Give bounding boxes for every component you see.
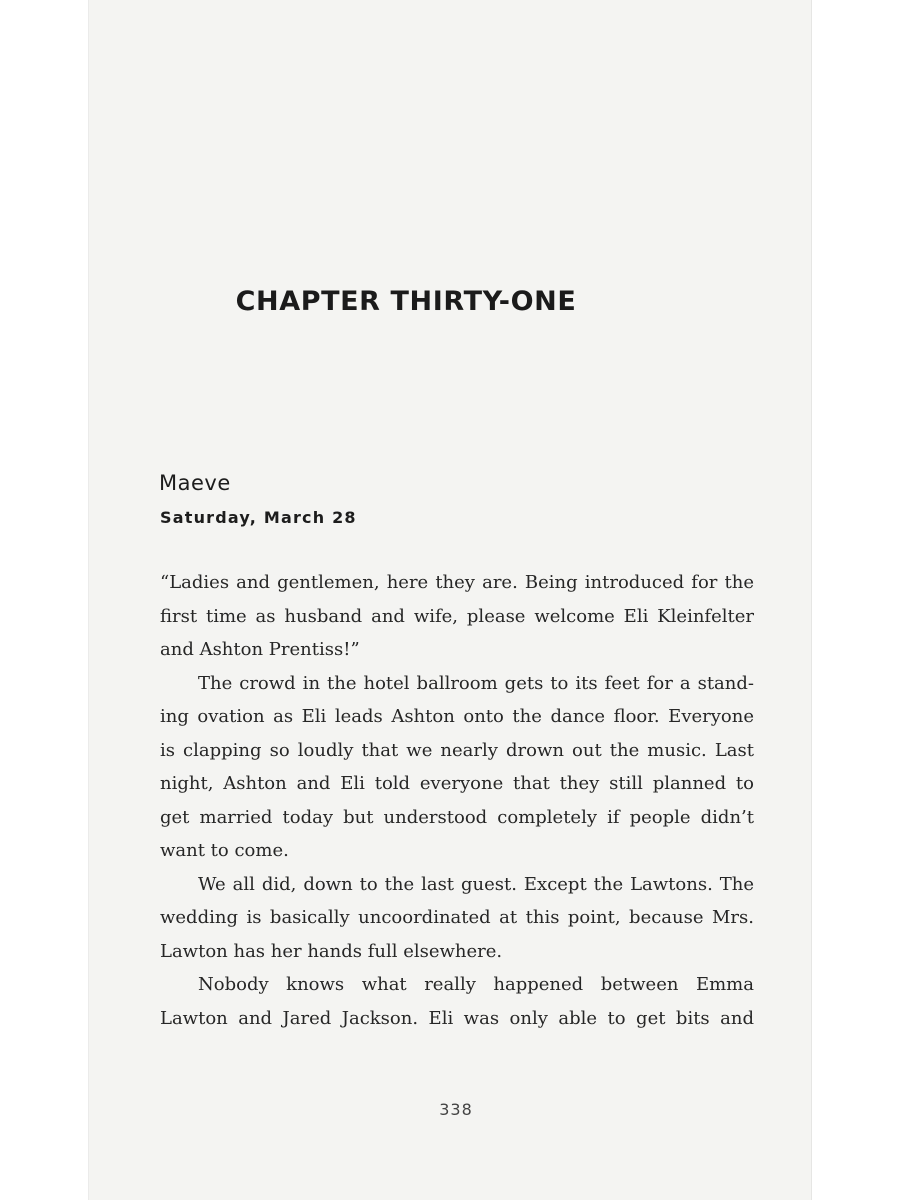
section-date: Saturday, March 28	[160, 508, 357, 527]
body-line: night, Ashton and Eli told everyone that they still planned to	[160, 773, 754, 794]
chapter-title: CHAPTER THIRTY-ONE	[235, 286, 577, 317]
body-line: The crowd in the hotel ballroom gets to its feet for a stand-	[198, 672, 754, 694]
body-line: want to come.	[160, 840, 289, 861]
section-pov-name: Maeve	[159, 471, 231, 495]
body-text	[160, 566, 754, 1035]
body-line: “Ladies and gentlemen, here they are. Being introduced for the	[160, 572, 754, 593]
body-line: Nobody knows what really happened between Emma	[198, 974, 754, 995]
body-line: and Ashton Prentiss!”	[160, 639, 360, 660]
body-line: get married today but understood completely if people didn’t	[160, 806, 754, 828]
body-line: wedding is basically uncoordinated at this point, because Mrs.	[160, 907, 754, 928]
body-line: Lawton has her hands full elsewhere.	[160, 940, 503, 962]
body-line: ing ovation as Eli leads Ashton onto the dance floor. Everyone	[160, 706, 754, 727]
body-line: first time as husband and wife, please welcome Eli Kleinfelter	[160, 605, 754, 627]
page-number: 338	[439, 1100, 473, 1119]
body-line: We all did, down to the last guest. Except the Lawtons. The	[198, 873, 754, 895]
body-line: is clapping so loudly that we nearly drown out the music. Last	[160, 739, 754, 761]
body-line: Lawton and Jared Jackson. Eli was only able to get bits and	[160, 1007, 754, 1029]
